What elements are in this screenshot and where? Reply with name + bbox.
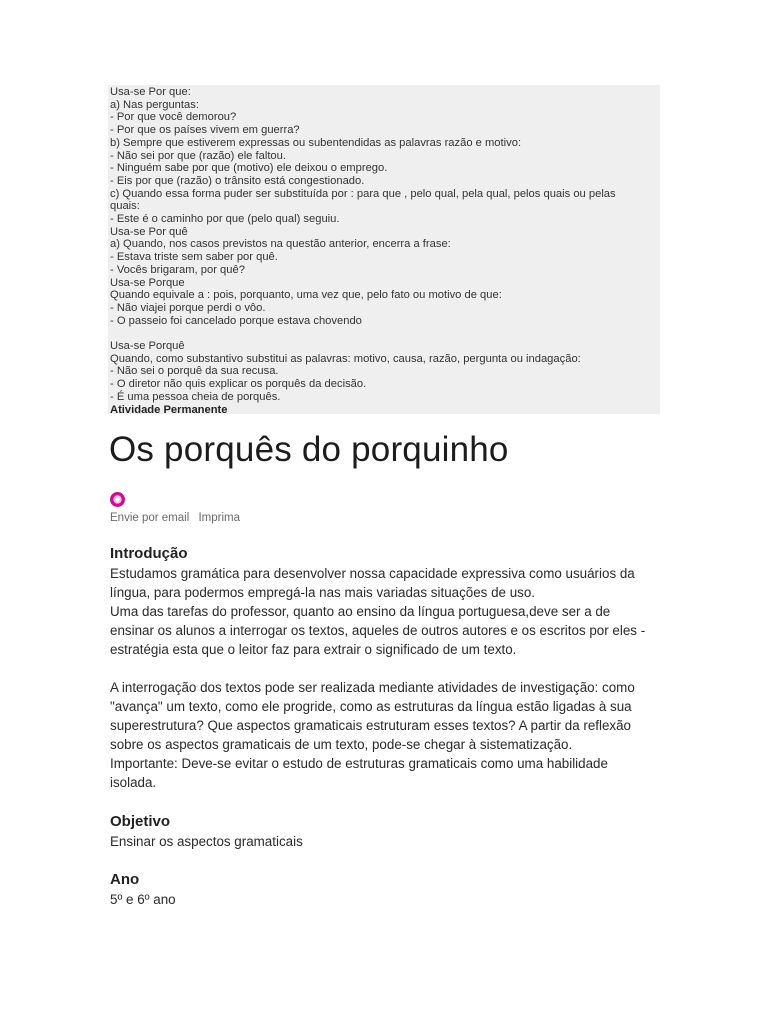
grammar-note-line: quais: bbox=[110, 200, 140, 213]
grammar-note-line: - Ninguém sabe por que (motivo) ele deixou o emprego. bbox=[110, 162, 388, 175]
grammar-note-line bbox=[110, 327, 658, 340]
grammar-note-line: a) Quando, nos casos previstos na questão anterior, encerra a frase: bbox=[110, 238, 451, 251]
grammar-note-line: Usa-se Porquê bbox=[110, 340, 185, 353]
intro-line: sobre os aspectos gramaticais de um texto, pode-se chegar à sistematização. bbox=[110, 737, 573, 752]
intro-line: Estudamos gramática para desenvolver nossa capacidade expressiva como usuários da bbox=[110, 566, 635, 581]
objective-heading: Objetivo bbox=[110, 813, 171, 830]
grammar-note-line: Usa-se Por que: bbox=[110, 86, 191, 98]
grammar-note-line: - Estava triste sem saber por quê. bbox=[110, 251, 278, 264]
intro-line: "avança" um texto, como ele progride, como as estruturas da língua estão ligadas à sua bbox=[110, 699, 632, 714]
site-logo-icon bbox=[109, 491, 126, 508]
intro-line: superestrutura? Que aspectos gramaticais estruturam esses textos? A partir da reflexão bbox=[110, 718, 632, 733]
intro-line: A interrogação dos textos pode ser realizada mediante atividades de investigação: como bbox=[110, 680, 635, 695]
email-link[interactable]: Envie por email bbox=[110, 512, 190, 524]
grammar-note-line: b) Sempre que estiverem expressas ou subentendidas as palavras razão e motivo: bbox=[110, 136, 522, 149]
grammar-note-line: a) Nas perguntas: bbox=[110, 98, 199, 111]
intro-heading: Introdução bbox=[110, 545, 188, 562]
print-link[interactable]: Imprima bbox=[198, 512, 240, 524]
grammar-note-line: - É uma pessoa cheia de porquês. bbox=[110, 390, 281, 403]
page-title: Os porquês do porquinho bbox=[109, 430, 509, 469]
grammar-note-line: - O passeio foi cancelado porque estava chovendo bbox=[110, 314, 362, 327]
intro-line: estratégia esta que o leitor faz para extrair o significado de um texto. bbox=[110, 642, 517, 657]
grammar-note-line: - Não sei por que (razão) ele faltou. bbox=[110, 149, 286, 162]
intro-line: Importante: Deve-se evitar o estudo de estruturas gramaticais como uma habilidade bbox=[110, 756, 608, 771]
objective-text: Ensinar os aspectos gramaticais bbox=[110, 834, 303, 849]
box-footer-label: Atividade Permanente bbox=[110, 403, 228, 416]
grammar-note-line: - Por que os países vivem em guerra? bbox=[110, 124, 300, 137]
grammar-note-line: Usa-se Porque bbox=[110, 276, 185, 289]
grammar-note-line: Quando equivale a : pois, porquanto, uma vez que, pelo fato ou motivo de que: bbox=[110, 289, 502, 302]
intro-line: isolada. bbox=[110, 775, 157, 790]
intro-line: Uma das tarefas do professor, quanto ao ensino da língua portuguesa,deve ser a de bbox=[110, 604, 611, 619]
intro-line: ensinar os alunos a interrogar os textos, aqueles de outros autores e os escritos por eles - bbox=[110, 623, 646, 638]
share-links bbox=[110, 512, 246, 524]
grammar-note-line: - Este é o caminho por que (pelo qual) seguiu. bbox=[110, 213, 340, 226]
grammar-note-line: - Por que você demorou? bbox=[110, 111, 237, 124]
grammar-note-line: Quando, como substantivo substitui as palavras: motivo, causa, razão, pergunta ou indagação: bbox=[110, 352, 581, 365]
grammar-notes-text bbox=[110, 86, 658, 416]
year-text: 5º e 6º ano bbox=[110, 892, 176, 907]
grammar-note-line: c) Quando essa forma puder ser substituída por : para que , pelo qual, pela qual, pelos quais ou pelas bbox=[110, 187, 616, 200]
grammar-note-line: - Vocês brigaram, por quê? bbox=[110, 263, 245, 276]
year-heading: Ano bbox=[110, 871, 140, 888]
intro-line: língua, para podermos empregá-la nas mais variadas situações de uso. bbox=[110, 585, 536, 600]
grammar-note-line: - O diretor não quis explicar os porquês da decisão. bbox=[110, 378, 367, 391]
intro-paragraph bbox=[110, 564, 658, 792]
grammar-note-line: Usa-se Por quê bbox=[110, 225, 188, 238]
intro-line bbox=[110, 659, 658, 678]
grammar-note-line: - Eis por que (razão) o trânsito está congestionado. bbox=[110, 174, 365, 187]
grammar-note-line: - Não sei o porquê da sua recusa. bbox=[110, 365, 279, 378]
grammar-note-line: - Não viajei porque perdi o vôo. bbox=[110, 301, 266, 314]
